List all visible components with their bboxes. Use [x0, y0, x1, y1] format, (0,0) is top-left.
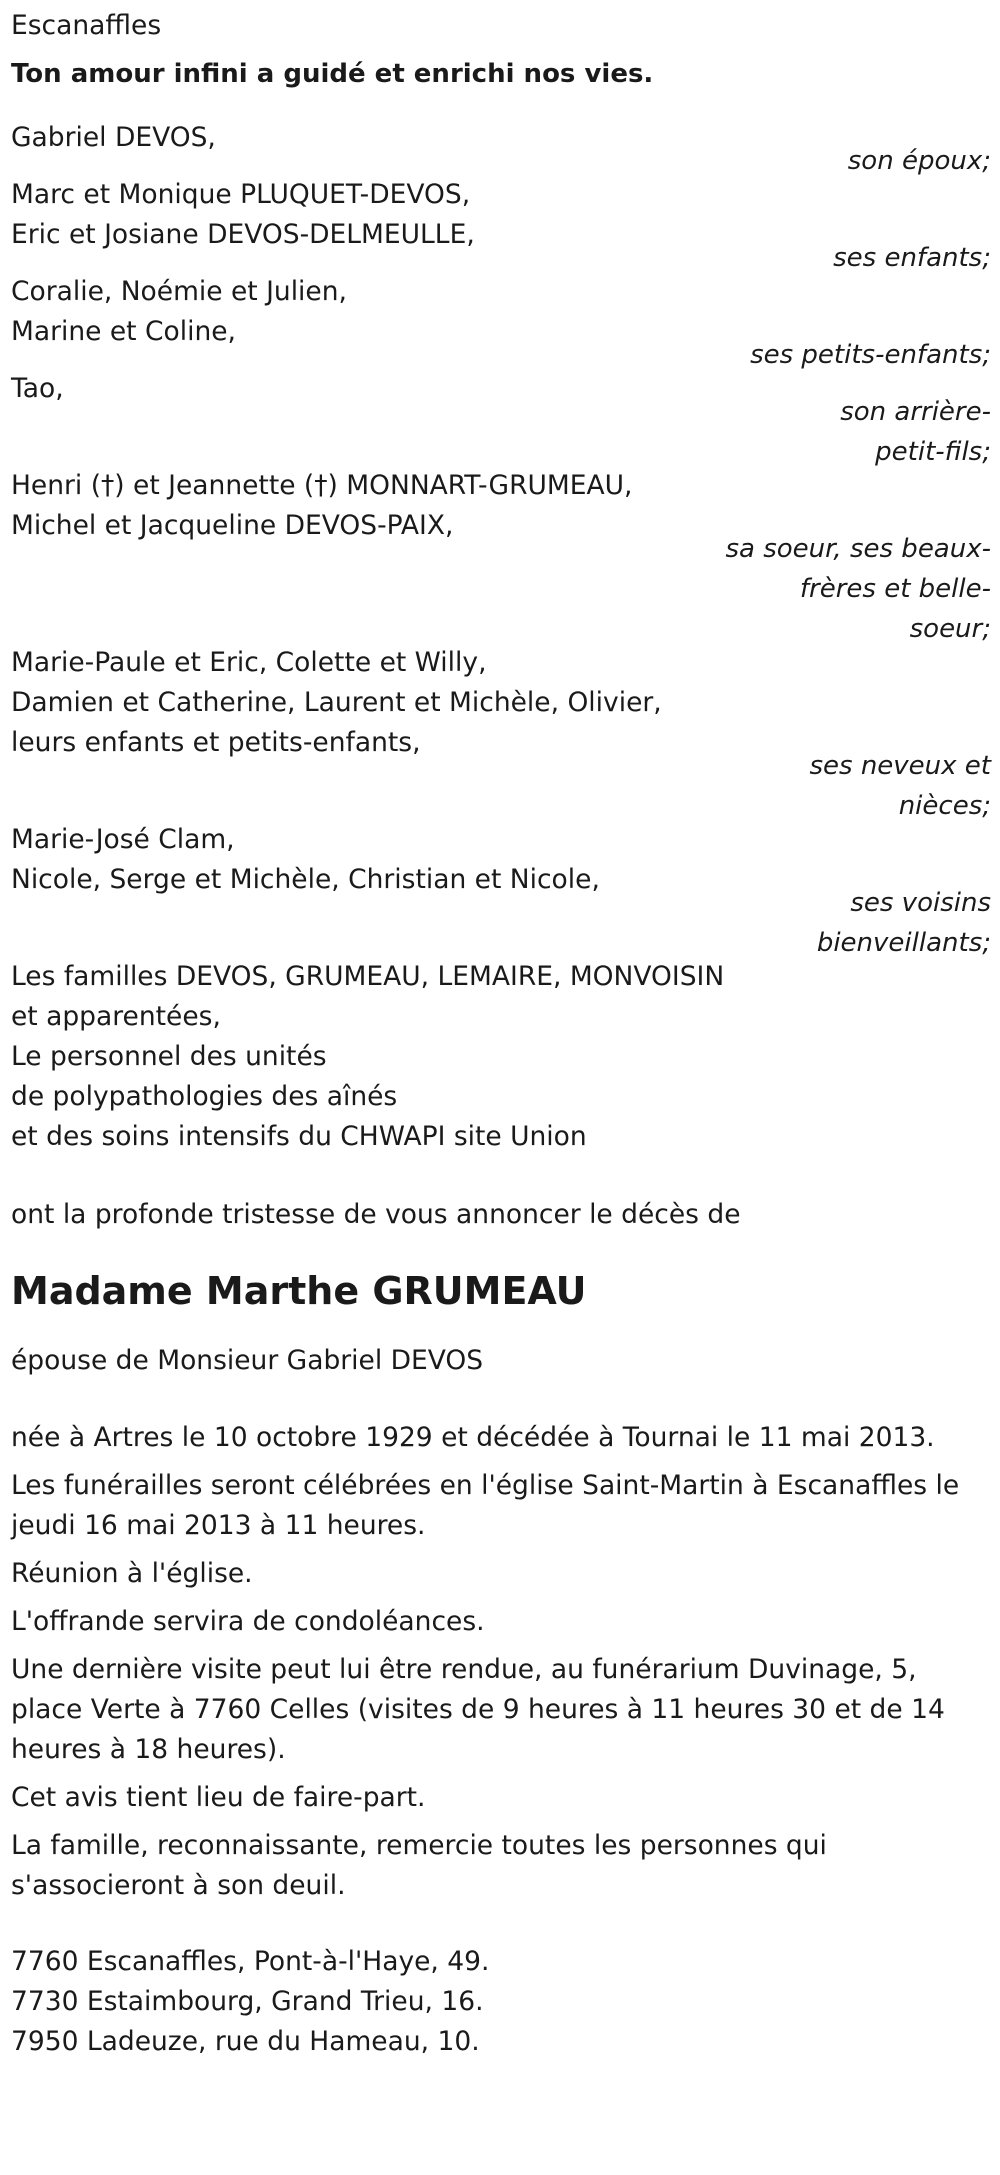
- relation-line: soeur;: [909, 614, 991, 644]
- intro-quote: Ton amour infini a guidé et enrichi nos vies.: [11, 59, 654, 89]
- relation-line: petit-fils;: [875, 437, 991, 467]
- mourner-line: de polypathologies des aînés: [11, 1081, 398, 1112]
- relation-line: ses petits-enfants;: [750, 340, 991, 370]
- family-group-spouse: [11, 118, 991, 181]
- family-group-great-grandchild: [11, 369, 991, 472]
- address-line: 7760 Escanaffles, Pont-à-l'Haye, 49.: [11, 1946, 490, 1977]
- family-name-line: Marie-Paule et Eric, Colette et Willy,: [11, 647, 487, 678]
- thanks-info: La famille, reconnaissante, remercie toutes les personnes qui s'associeront à son deuil.: [11, 1830, 827, 1901]
- relation-line: bienveillants;: [816, 928, 991, 958]
- visit-info: Une dernière visite peut lui être rendue, au funérarium Duvinage, 5, place Verte à 7760 Celles (visites de 9 heures à 11 heures 30 et de 14 heures à 18 heures).: [11, 1654, 945, 1765]
- family-name-line: Marc et Monique PLUQUET-DEVOS,: [11, 179, 471, 210]
- relation-line: ses voisins: [850, 888, 991, 918]
- relation-line: nièces;: [898, 791, 991, 821]
- family-group-grandchildren: [11, 272, 991, 375]
- meeting-info: Réunion à l'église.: [11, 1558, 253, 1589]
- announcement: ont la profonde tristesse de vous annoncer le décès de: [11, 1199, 741, 1230]
- notice-info: Cet avis tient lieu de faire-part.: [11, 1782, 426, 1813]
- relation-line: ses neveux et: [809, 751, 991, 781]
- family-name-line: leurs enfants et petits-enfants,: [11, 727, 421, 758]
- family-name-line: Damien et Catherine, Laurent et Michèle, Olivier,: [11, 687, 662, 718]
- funeral-details: [11, 1466, 991, 1906]
- family-name-line: Coralie, Noémie et Julien,: [11, 276, 347, 307]
- other-mourners: [11, 957, 991, 1157]
- deceased-name: Madame Marthe GRUMEAU: [11, 1269, 587, 1313]
- family-name-line: Tao,: [11, 373, 64, 404]
- mourner-line: et apparentées,: [11, 1001, 221, 1032]
- addresses: [11, 1942, 991, 2062]
- mourner-line: Le personnel des unités: [11, 1041, 327, 1072]
- mourner-line: Les familles DEVOS, GRUMEAU, LEMAIRE, MONVOISIN: [11, 961, 725, 992]
- birth-death-dates: née à Artres le 10 octobre 1929 et décédée à Tournai le 11 mai 2013.: [11, 1422, 935, 1453]
- family-name-line: Eric et Josiane DEVOS-DELMEULLE,: [11, 219, 475, 250]
- family-group-in-laws: [11, 466, 991, 649]
- funeral-info: Les funérailles seront célébrées en l'église Saint-Martin à Escanaffles le jeudi 16 mai 2013 à 11 heures.: [11, 1470, 960, 1541]
- relation-line: sa soeur, ses beaux-: [725, 534, 991, 564]
- family-name-line: Nicole, Serge et Michèle, Christian et Nicole,: [11, 864, 600, 895]
- obituary-notice: [11, 6, 991, 2062]
- family-name-line: Marine et Coline,: [11, 316, 236, 347]
- family-group-nephews: [11, 643, 991, 826]
- relation-line: frères et belle-: [799, 574, 991, 604]
- mourner-line: et des soins intensifs du CHWAPI site Union: [11, 1121, 587, 1152]
- family-name-line: Michel et Jacqueline DEVOS-PAIX,: [11, 510, 454, 541]
- family-group-neighbours: [11, 820, 991, 963]
- family-name-line: Marie-José Clam,: [11, 824, 235, 855]
- family-name-line: Gabriel DEVOS,: [11, 122, 216, 153]
- address-line: 7730 Estaimbourg, Grand Trieu, 16.: [11, 1986, 484, 2017]
- address-line: 7950 Ladeuze, rue du Hameau, 10.: [11, 2026, 480, 2057]
- relation-line: son époux;: [847, 146, 991, 176]
- family-group-children: [11, 175, 991, 278]
- relation-line: ses enfants;: [833, 243, 991, 273]
- offering-info: L'offrande servira de condoléances.: [11, 1606, 485, 1637]
- relation-line: son arrière-: [840, 397, 991, 427]
- family-name-line: Henri (†) et Jeannette (†) MONNART-GRUMEAU,: [11, 470, 633, 501]
- place-name: Escanaffles: [11, 10, 162, 41]
- deceased-spouse: épouse de Monsieur Gabriel DEVOS: [11, 1345, 484, 1376]
